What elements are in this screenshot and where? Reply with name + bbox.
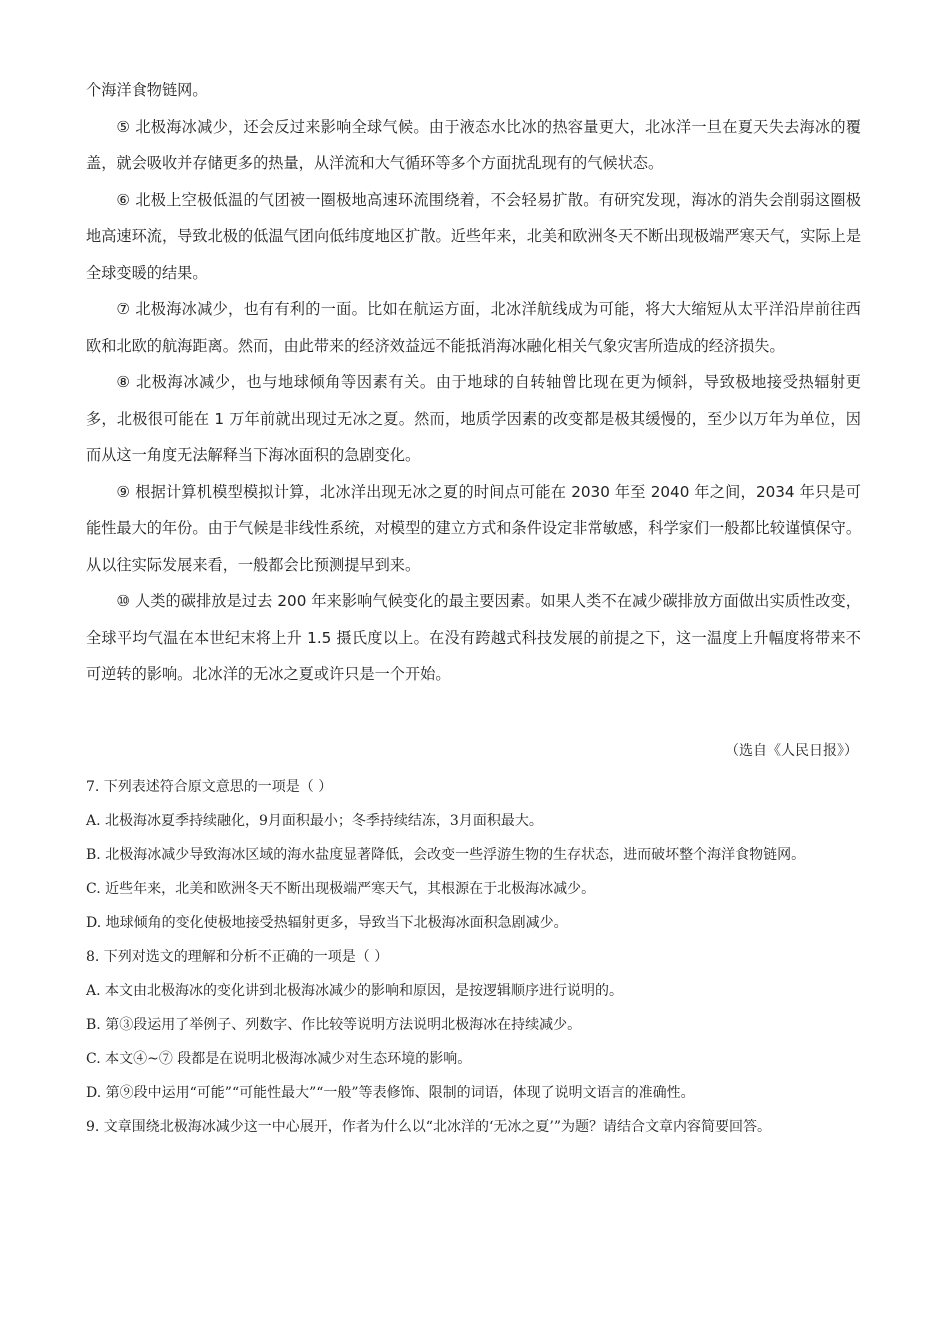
passage-continuation: 个海洋食物链网。 [86,81,208,99]
question-list [86,770,861,1144]
paragraph-8: ⑧ 北极海冰减少，也与地球倾角等因素有关。由于地球的自转轴曾比现在更为倾斜，导致极地接受热辐射更多，北极很可能在 1 万年前就出现过无冰之夏。然而，地质学因素的改变都是极其缓慢的，至少以万年为单位，因而从这一角度无法解释当下海冰面积的急剧变化。 [86,373,861,464]
question-7-option-c: C. 近些年来，北美和欧洲冬天不断出现极端严寒天气，其根源在于北极海冰减少。 [86,881,596,897]
question-8-option-c: C. 本文④~⑦ 段都是在说明北极海冰减少对生态环境的影响。 [86,1051,472,1067]
passage-source: （选自《人民日报》） [725,743,858,759]
reading-passage [86,72,861,693]
paragraph-10: ⑩ 人类的碳排放是过去 200 年来影响气候变化的最主要因素。如果人类不在减少碳排放方面做出实质性改变，全球平均气温在本世纪末将上升 1.5 摄氏度以上。在没有跨越式科技发展的前提之下，这一温度上升幅度将带来不可逆转的影响。北冰洋的无冰之夏或许只是一个开始。 [86,592,861,683]
question-7-option-a: A. 北极海冰夏季持续融化，9月面积最小；冬季持续结冻，3月面积最大。 [86,813,543,829]
paragraph-6: ⑥ 北极上空极低温的气团被一圈极地高速环流围绕着，不会轻易扩散。有研究发现，海冰的消失会削弱这圈极地高速环流，导致北极的低温气团向低纬度地区扩散。近些年来，北美和欧洲冬天不断出现极端严寒天气，实际上是全球变暖的结果。 [86,190,861,282]
question-7-option-b: B. 北极海冰减少导致海冰区域的海水盐度显著降低，会改变一些浮游生物的生存状态，进而破坏整个海洋食物链网。 [86,847,806,863]
question-7: 7. 下列表述符合原文意思的一项是（ ） [86,779,333,795]
question-7-option-d: D. 地球倾角的变化使极地接受热辐射更多，导致当下北极海冰面积急剧减少。 [86,915,568,931]
paragraph-9: ⑨ 根据计算机模型模拟计算，北冰洋出现无冰之夏的时间点可能在 2030 年至 2040 年之间，2034 年只是可能性最大的年份。由于气候是非线性系统，对模型的建立方式和条件设定非常敏感，科学家们一般都比较谨慎保守。从以往实际发展来看，一般都会比预测提早到来。 [86,482,861,574]
question-8: 8. 下列对选文的理解和分析不正确的一项是（ ） [86,949,389,965]
paragraph-7: ⑦ 北极海冰减少，也有有利的一面。比如在航运方面，北冰洋航线成为可能，将大大缩短从太平洋沿岸前往西欧和北欧的航海距离。然而，由此带来的经济效益远不能抵消海冰融化相关气象灾害所造成的经济损失。 [86,300,861,355]
question-8-option-d: D. 第⑨段中运用“可能”“可能性最大”“一般”等表修饰、限制的词语，体现了说明文语言的准确性。 [86,1085,695,1101]
question-8-option-b: B. 第③段运用了举例子、列数字、作比较等说明方法说明北极海冰在持续减少。 [86,1017,582,1033]
question-8-option-a: A. 本文由北极海冰的变化讲到北极海冰减少的影响和原因，是按逻辑顺序进行说明的。 [86,983,624,999]
question-9: 9. 文章围绕北极海冰减少这一中心展开，作者为什么以“北冰洋的‘无冰之夏’”为题？请结合文章内容简要回答。 [86,1119,772,1135]
paragraph-5: ⑤ 北极海冰减少，还会反过来影响全球气候。由于液态水比冰的热容量更大，北冰洋一旦在夏天失去海冰的覆盖，就会吸收并存储更多的热量，从洋流和大气循环等多个方面扰乱现有的气候状态。 [86,117,861,172]
